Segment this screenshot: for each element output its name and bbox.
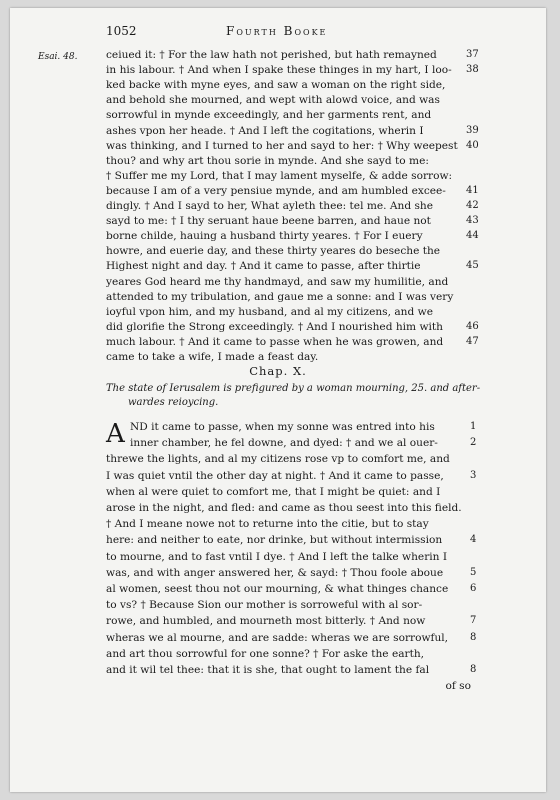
text-line: ceiued it: † For the law hath not perished, but hath remayned	[106, 49, 437, 61]
page-header	[106, 24, 502, 42]
text-line: of so	[445, 680, 471, 693]
text-line: to vs? † Because Sion our mother is sorroweful with al sor-	[106, 599, 423, 612]
running-head: Fourth Booke	[226, 24, 328, 38]
verse-number: 8	[470, 631, 477, 643]
text-line: al women, seest thou not our mourning, & what thinges chance	[106, 583, 449, 595]
text-line: † Suffer me my Lord, that I may lament myselfe, & adde sorrow:	[106, 169, 453, 182]
text-line: was, and with anger answered her, & sayd: † Thou foole aboue	[106, 566, 444, 579]
text-line: attended to my tribulation, and gaue me a sonne: and I was very	[106, 290, 454, 303]
text-line: when al were quiet to comfort me, that I might be quiet: and I	[106, 485, 441, 498]
text-line: came to take a wife, I made a feast day.	[106, 351, 319, 363]
text-line: here: and neither to eate, nor drinke, but without intermission	[106, 534, 443, 547]
text-line: borne childe, hauing a husband thirty yeares. † For I euery	[106, 230, 423, 243]
verse-number: 46	[466, 320, 479, 332]
verse-number: 47	[466, 335, 479, 347]
text-line: sayd to me: † I thy seruant haue beene barren, and haue not	[106, 215, 431, 228]
text-line: howre, and euerie day, and these thirty yeares do beseche the	[106, 245, 441, 258]
drop-cap: A	[106, 419, 125, 449]
text-line: ioyful vpon him, and my husband, and al my citizens, and we	[106, 305, 433, 318]
verse-number: 45	[466, 260, 479, 272]
page-number: 1052	[106, 24, 137, 38]
verse-number: 8	[470, 664, 477, 675]
text-line: wheras we al mourne, and are sadde: wheras we are sorrowful,	[106, 631, 449, 644]
text-line: threwe the lights, and al my citizens rose vp to comfort me, and	[106, 453, 450, 466]
text-line: arose in the night, and fled: and came as thou seest into this field.	[106, 502, 462, 514]
text-line: ashes vpon her heade. † And I left the cogitations, wherin I	[106, 124, 424, 137]
chapter-title: Chap. X.	[249, 364, 307, 378]
verse-number: 5	[470, 566, 477, 578]
verse-number: 6	[470, 583, 477, 594]
text-line: and it wil tel thee: that it is she, that ought to lament the fal	[106, 664, 430, 676]
verse-number: 44	[466, 230, 479, 242]
text-line: rowe, and humbled, and mourneth most bitterly. † And now	[106, 615, 426, 628]
text-line: dingly. † And I sayd to her, What ayleth thee: tel me. And she	[106, 200, 434, 212]
verse-number: 37	[466, 49, 479, 60]
text-line: ND it came to passe, when my sonne was entred into his	[130, 421, 435, 433]
verse-number: 3	[470, 469, 477, 481]
text-line: inner chamber, he fel downe, and dyed: † and we al ouer-	[130, 437, 438, 450]
text-line: yeares God heard me thy handmayd, and saw my humilitie, and	[106, 275, 449, 288]
book-page	[10, 8, 546, 792]
verse-number: 40	[466, 139, 479, 151]
text-line: to mourne, and to fast vntil I dye. † And I left the talke wherin I	[106, 550, 448, 563]
verse-number: 2	[470, 437, 477, 449]
text-line: and behold she mourned, and wept with alowd voice, and was	[106, 94, 440, 107]
text-line: sorrowful in mynde exceedingly, and her garments rent, and	[106, 109, 432, 122]
verse-number: 43	[466, 215, 479, 227]
text-line: † And I meane nowe not to returne into the citie, but to stay	[106, 518, 429, 531]
text-line: I was quiet vntil the other day at night. † And it came to passe,	[106, 469, 444, 482]
text-line: in his labour. † And when I spake these thinges in my hart, I loo-	[106, 64, 452, 77]
verse-number: 41	[466, 184, 479, 196]
verse-number: 38	[466, 64, 479, 76]
verse-number: 7	[470, 615, 477, 627]
text-line: ked backe with myne eyes, and saw a woman on the right side,	[106, 79, 446, 92]
text-line: thou? and why art thou sorie in mynde. And she sayd to me:	[106, 154, 429, 167]
text-line: and art thou sorrowful for one sonne? † For aske the earth,	[106, 647, 425, 660]
verse-number: 4	[470, 534, 477, 546]
verse-number: 42	[466, 200, 479, 211]
verse-number: 1	[470, 421, 477, 432]
margin-reference: Esai. 48.	[38, 52, 78, 62]
argument-line: The state of Ierusalem is prefigured by a woman mourning, 25. and after-	[106, 383, 481, 394]
text-line: much labour. † And it came to passe when he was growen, and	[106, 335, 444, 348]
argument-line: wardes reioycing.	[128, 397, 219, 408]
verse-number: 39	[466, 124, 479, 136]
text-line: because I am of a very pensiue mynde, and am humbled excee-	[106, 184, 446, 197]
text-line: was thinking, and I turned to her and sayd to her: † Why weepest	[106, 139, 458, 152]
text-line: Highest night and day. † And it came to passe, after thirtie	[106, 260, 421, 273]
text-line: did glorifie the Strong exceedingly. † And I nourished him with	[106, 320, 444, 333]
